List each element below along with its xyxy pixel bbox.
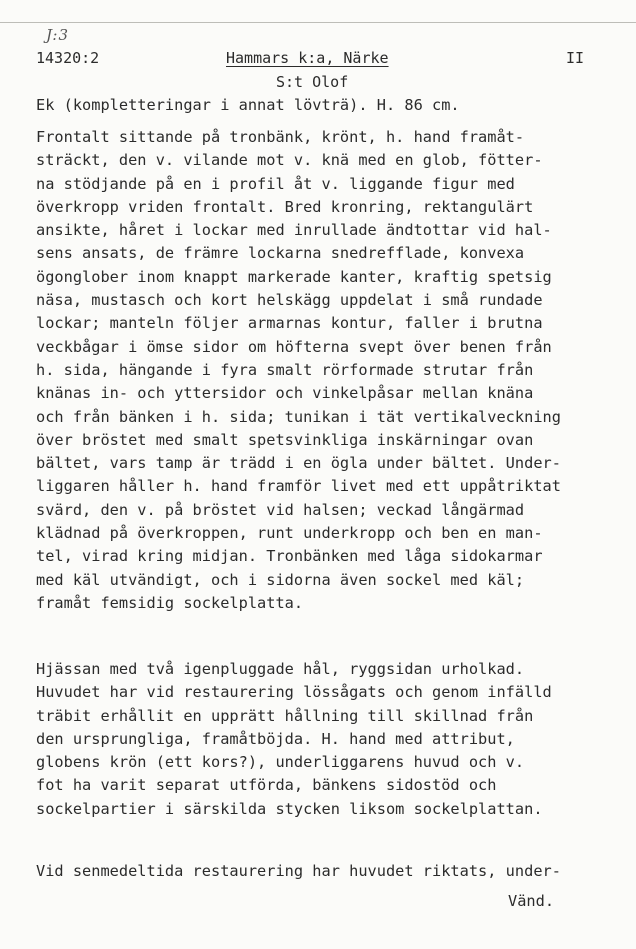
catalog-number: 14320:2 <box>36 49 100 67</box>
text-line: klädnad på överkroppen, runt underkropp och ben en man- <box>36 524 543 543</box>
text-line: globens krön (ett kors?), underliggarens huvud och v. <box>36 753 525 772</box>
handwritten-note: J:3 <box>46 26 70 44</box>
text-line: Hjässan med två igenpluggade hål, ryggsidan urholkad. <box>36 660 525 678</box>
turn-over-note: Vänd. <box>508 892 555 910</box>
text-line: med käl utvändigt, och i sidorna även sockel med käl; <box>36 570 525 589</box>
description-paragraph-1 <box>36 126 606 615</box>
subject-title: S:t Olof <box>276 73 349 91</box>
text-line: fot ha varit separat utförda, bänkens sidostöd och <box>36 776 497 795</box>
text-line: liggaren håller h. hand framför livet med ett uppåtriktat <box>36 477 561 496</box>
text-line: bältet, vars tamp är trädd i en ögla under bältet. Under- <box>36 454 561 473</box>
text-line: framåt femsidig sockelplatta. <box>36 593 304 612</box>
text-line: veckbågar i ömse sidor om höfterna svept över benen från <box>36 337 552 356</box>
text-line: Huvudet har vid restaurering lössågats och genom infälld <box>36 683 552 702</box>
material-line <box>36 94 606 117</box>
text-line: svärd, den v. på bröstet vid halsen; veckad långärmad <box>36 500 525 519</box>
location-title: Hammars k:a, Närke <box>226 49 389 67</box>
text-line: och från bänken i h. sida; tunikan i tät vertikalveckning <box>36 407 561 426</box>
text-line: näsa, mustasch och kort helskägg uppdelat i små rundade <box>36 291 543 310</box>
text-line: Vid senmedeltida restaurering har huvudet riktats, under- <box>36 862 561 880</box>
text-line: tel, virad kring midjan. Tronbänken med låga sidokarmar <box>36 547 543 566</box>
description-paragraph-3 <box>36 860 606 883</box>
text-line: ögonglober inom knappt markerade kanter, kraftig spetsig <box>36 267 552 286</box>
text-line: träbit erhållit en upprätt hållning till skillnad från <box>36 706 534 725</box>
text-line: den ursprungliga, framåtböjda. H. hand med attribut, <box>36 729 515 748</box>
text-line: na stödjande på en i profil åt v. liggande figur med <box>36 174 515 193</box>
text-line: lockar; manteln följer armarnas kontur, faller i brutna <box>36 314 543 333</box>
text-line: sträckt, den v. vilande mot v. knä med en glob, fötter- <box>36 151 543 170</box>
page-number: II <box>566 49 585 67</box>
text-line: sockelpartier i särskilda stycken liksom sockelplattan. <box>36 799 543 818</box>
text-line: ansikte, håret i lockar med inrullade ändtottar vid hal- <box>36 221 552 240</box>
text-line: Ek (kompletteringar i annat lövträ). H. 86 cm. <box>36 96 460 114</box>
text-line: Frontalt sittande på tronbänk, krönt, h. hand framåt- <box>36 128 525 146</box>
text-line: sens ansats, de främre lockarna snedrefflade, konvexa <box>36 244 525 263</box>
text-line: överkropp vriden frontalt. Bred kronring, rektangulärt <box>36 197 534 216</box>
text-line: över bröstet med smalt spetsvinkliga inskärningar ovan <box>36 430 534 449</box>
text-line: h. sida, hängande i fyra smalt rörformade strutar från <box>36 360 534 379</box>
top-border-line <box>0 22 636 23</box>
description-paragraph-2 <box>36 658 606 821</box>
text-line: knänas in- och yttersidor och vinkelpåsar mellan knäna <box>36 384 534 403</box>
